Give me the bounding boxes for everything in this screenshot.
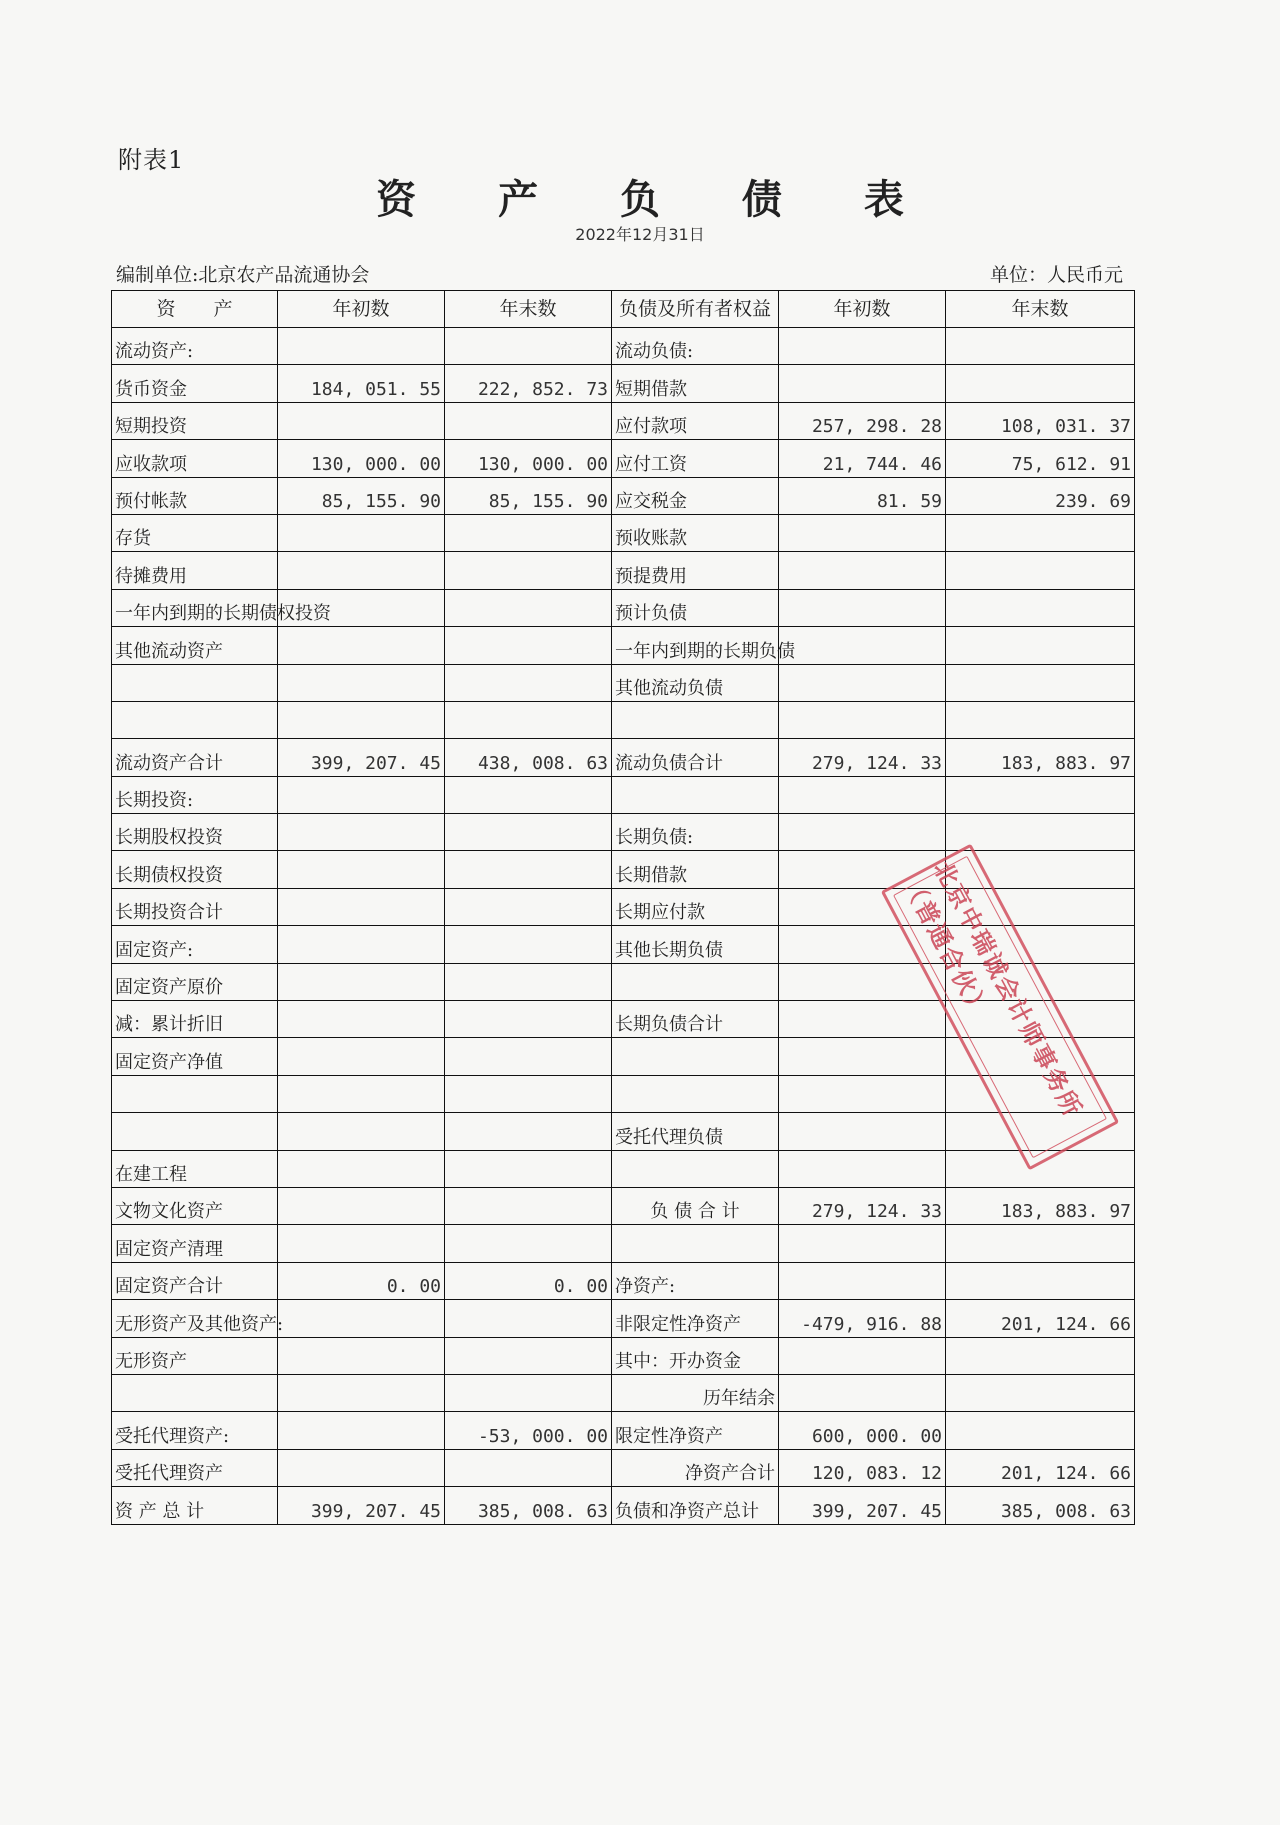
liability-label <box>612 1075 779 1112</box>
liability-begin-value <box>779 1001 946 1038</box>
compiling-unit: 编制单位:北京农产品流通协会 <box>116 264 370 286</box>
table-row <box>112 514 1135 551</box>
table-row <box>112 440 1135 477</box>
liability-begin-value: -479, 916. 88 <box>779 1300 946 1337</box>
asset-end-value <box>445 776 612 813</box>
asset-label: 长期股权投资 <box>112 814 278 851</box>
table-row <box>112 402 1135 439</box>
liability-end-value: 385, 008. 63 <box>946 1487 1135 1524</box>
asset-end-value <box>445 1449 612 1486</box>
table-row <box>112 1262 1135 1299</box>
asset-begin-value: 184, 051. 55 <box>278 365 445 402</box>
liability-end-value <box>946 627 1135 664</box>
liability-label: 限定性净资产 <box>612 1412 779 1449</box>
header-liab-begin: 年初数 <box>779 291 946 328</box>
asset-begin-value <box>278 1001 445 1038</box>
liability-end-value <box>946 1374 1135 1411</box>
table-row <box>112 1187 1135 1224</box>
liability-label <box>612 776 779 813</box>
asset-end-value <box>445 1300 612 1337</box>
asset-end-value <box>445 1374 612 1411</box>
table-row <box>112 365 1135 402</box>
attachment-label: 附表1 <box>118 146 185 174</box>
asset-end-value: 0. 00 <box>445 1262 612 1299</box>
table-row <box>112 1150 1135 1187</box>
liability-begin-value <box>779 1150 946 1187</box>
liability-end-value: 183, 883. 97 <box>946 739 1135 776</box>
liability-begin-value: 21, 744. 46 <box>779 440 946 477</box>
asset-label: 待摊费用 <box>112 552 278 589</box>
asset-end-value <box>445 552 612 589</box>
liability-label: 其中：开办资金 <box>612 1337 779 1374</box>
liability-label: 预计负债 <box>612 589 779 626</box>
liability-label: 负 债 合 计 <box>612 1187 779 1224</box>
liability-label: 历年结余 <box>612 1374 779 1411</box>
asset-begin-value <box>278 888 445 925</box>
asset-label: 预付帐款 <box>112 477 278 514</box>
table-row <box>112 814 1135 851</box>
liability-begin-value <box>779 963 946 1000</box>
table-row <box>112 328 1135 365</box>
asset-end-value: 438, 008. 63 <box>445 739 612 776</box>
table-row <box>112 627 1135 664</box>
table-header-row <box>112 291 1135 328</box>
asset-end-value <box>445 963 612 1000</box>
liability-end-value: 75, 612. 91 <box>946 440 1135 477</box>
liability-begin-value: 81. 59 <box>779 477 946 514</box>
asset-begin-value <box>278 701 445 738</box>
asset-label: 流动资产合计 <box>112 739 278 776</box>
liability-end-value <box>946 776 1135 813</box>
liability-label: 净资产: <box>612 1262 779 1299</box>
asset-begin-value <box>278 1075 445 1112</box>
asset-label: 无形资产 <box>112 1337 278 1374</box>
liability-label: 应付工资 <box>612 440 779 477</box>
asset-label: 固定资产净值 <box>112 1038 278 1075</box>
asset-label: 受托代理资产: <box>112 1412 278 1449</box>
liability-begin-value <box>779 365 946 402</box>
liability-end-value <box>946 1262 1135 1299</box>
asset-end-value <box>445 888 612 925</box>
liability-label: 其他长期负债 <box>612 926 779 963</box>
asset-end-value <box>445 328 612 365</box>
asset-end-value <box>445 1337 612 1374</box>
asset-begin-value: 399, 207. 45 <box>278 1487 445 1524</box>
asset-begin-value <box>278 1038 445 1075</box>
liability-begin-value <box>779 1225 946 1262</box>
liability-end-value: 183, 883. 97 <box>946 1187 1135 1224</box>
asset-end-value <box>445 851 612 888</box>
liability-label: 非限定性净资产 <box>612 1300 779 1337</box>
asset-end-value <box>445 701 612 738</box>
liability-end-value <box>946 701 1135 738</box>
liability-begin-value <box>779 776 946 813</box>
liability-begin-value: 257, 298. 28 <box>779 402 946 439</box>
liability-end-value <box>946 328 1135 365</box>
liability-label: 长期负债: <box>612 814 779 851</box>
liability-begin-value: 279, 124. 33 <box>779 1187 946 1224</box>
asset-end-value <box>445 514 612 551</box>
asset-end-value <box>445 926 612 963</box>
asset-label: 其他流动资产 <box>112 627 278 664</box>
currency-unit: 单位：人民币元 <box>989 264 1123 286</box>
table-row <box>112 739 1135 776</box>
asset-end-value <box>445 1225 612 1262</box>
asset-begin-value <box>278 1225 445 1262</box>
asset-label: 固定资产: <box>112 926 278 963</box>
liability-label <box>612 701 779 738</box>
report-date: 2022年12月31日 <box>575 225 705 244</box>
liability-label <box>612 1225 779 1262</box>
table-row <box>112 477 1135 514</box>
asset-end-value <box>445 664 612 701</box>
asset-label: 文物文化资产 <box>112 1187 278 1224</box>
liability-end-value <box>946 664 1135 701</box>
asset-begin-value <box>278 1300 445 1337</box>
liability-label: 流动负债合计 <box>612 739 779 776</box>
asset-label <box>112 1075 278 1112</box>
asset-label <box>112 701 278 738</box>
liability-begin-value <box>779 1337 946 1374</box>
liability-end-value: 108, 031. 37 <box>946 402 1135 439</box>
liability-begin-value <box>779 1038 946 1075</box>
table-row <box>112 776 1135 813</box>
liability-begin-value: 279, 124. 33 <box>779 739 946 776</box>
liability-label: 长期借款 <box>612 851 779 888</box>
asset-begin-value <box>278 552 445 589</box>
header-asset: 资 产 <box>112 291 278 328</box>
table-row <box>112 1225 1135 1262</box>
asset-end-value: 130, 000. 00 <box>445 440 612 477</box>
table-row <box>112 1113 1135 1150</box>
asset-begin-value: 85, 155. 90 <box>278 477 445 514</box>
asset-begin-value <box>278 1374 445 1411</box>
liability-label <box>612 1150 779 1187</box>
header-asset-end: 年末数 <box>445 291 612 328</box>
liability-label: 流动负债: <box>612 328 779 365</box>
liability-begin-value <box>779 701 946 738</box>
asset-label: 短期投资 <box>112 402 278 439</box>
liability-label: 其他流动负债 <box>612 664 779 701</box>
asset-label: 应收款项 <box>112 440 278 477</box>
table-row <box>112 552 1135 589</box>
liability-begin-value <box>779 664 946 701</box>
liability-label: 应付款项 <box>612 402 779 439</box>
asset-end-value <box>445 1001 612 1038</box>
asset-end-value: 385, 008. 63 <box>445 1487 612 1524</box>
liability-begin-value: 600, 000. 00 <box>779 1412 946 1449</box>
liability-end-value: 201, 124. 66 <box>946 1449 1135 1486</box>
asset-begin-value <box>278 402 445 439</box>
asset-end-value: 222, 852. 73 <box>445 365 612 402</box>
liability-label: 预收账款 <box>612 514 779 551</box>
asset-label: 固定资产原价 <box>112 963 278 1000</box>
liability-label: 预提费用 <box>612 552 779 589</box>
liability-begin-value <box>779 514 946 551</box>
asset-end-value: -53, 000. 00 <box>445 1412 612 1449</box>
liability-begin-value <box>779 814 946 851</box>
asset-end-value <box>445 1038 612 1075</box>
asset-label: 长期投资合计 <box>112 888 278 925</box>
asset-label: 存货 <box>112 514 278 551</box>
asset-begin-value: 0. 00 <box>278 1262 445 1299</box>
asset-end-value <box>445 814 612 851</box>
asset-label: 受托代理资产 <box>112 1449 278 1486</box>
asset-begin-value <box>278 926 445 963</box>
asset-end-value <box>445 402 612 439</box>
asset-begin-value <box>278 627 445 664</box>
document-title: 资 产 负 债 表 <box>376 176 938 223</box>
asset-begin-value: 130, 000. 00 <box>278 440 445 477</box>
asset-begin-value <box>278 328 445 365</box>
asset-begin-value <box>278 514 445 551</box>
liability-end-value <box>946 552 1135 589</box>
liability-begin-value <box>779 1075 946 1112</box>
liability-end-value <box>946 514 1135 551</box>
table-row <box>112 1337 1135 1374</box>
liability-end-value <box>946 589 1135 626</box>
asset-begin-value <box>278 1337 445 1374</box>
liability-end-value <box>946 1337 1135 1374</box>
liability-label: 净资产合计 <box>612 1449 779 1486</box>
asset-end-value: 85, 155. 90 <box>445 477 612 514</box>
asset-label: 长期投资: <box>112 776 278 813</box>
asset-label: 流动资产: <box>112 328 278 365</box>
asset-end-value <box>445 1150 612 1187</box>
asset-label: 无形资产及其他资产: <box>112 1300 278 1337</box>
asset-label: 资 产 总 计 <box>112 1487 278 1524</box>
asset-begin-value <box>278 1412 445 1449</box>
liability-end-value <box>946 1412 1135 1449</box>
liability-label: 长期应付款 <box>612 888 779 925</box>
asset-label <box>112 1113 278 1150</box>
liability-end-value <box>946 1225 1135 1262</box>
asset-label: 固定资产合计 <box>112 1262 278 1299</box>
liability-begin-value <box>779 552 946 589</box>
asset-label <box>112 664 278 701</box>
liability-begin-value <box>779 1113 946 1150</box>
liability-end-value <box>946 814 1135 851</box>
liability-label: 应交税金 <box>612 477 779 514</box>
table-row <box>112 589 1135 626</box>
liability-end-value <box>946 365 1135 402</box>
liability-end-value: 239. 69 <box>946 477 1135 514</box>
table-row <box>112 701 1135 738</box>
asset-begin-value <box>278 963 445 1000</box>
asset-label: 减：累计折旧 <box>112 1001 278 1038</box>
asset-end-value <box>445 627 612 664</box>
liability-label: 受托代理负债 <box>612 1113 779 1150</box>
liability-begin-value <box>779 1262 946 1299</box>
liability-begin-value <box>779 589 946 626</box>
liability-begin-value: 120, 083. 12 <box>779 1449 946 1486</box>
asset-begin-value <box>278 1150 445 1187</box>
asset-end-value <box>445 589 612 626</box>
header-liability: 负债及所有者权益 <box>612 291 779 328</box>
asset-label <box>112 1374 278 1411</box>
asset-label: 长期债权投资 <box>112 851 278 888</box>
asset-end-value <box>445 1113 612 1150</box>
asset-begin-value <box>278 1449 445 1486</box>
liability-label <box>612 963 779 1000</box>
asset-label: 在建工程 <box>112 1150 278 1187</box>
asset-end-value <box>445 1075 612 1112</box>
asset-begin-value <box>278 851 445 888</box>
table-row <box>112 1449 1135 1486</box>
asset-begin-value: 399, 207. 45 <box>278 739 445 776</box>
asset-begin-value <box>278 1187 445 1224</box>
liability-begin-value <box>779 328 946 365</box>
asset-label: 一年内到期的长期债权投资 <box>112 589 278 626</box>
asset-begin-value <box>278 1113 445 1150</box>
liability-begin-value: 399, 207. 45 <box>779 1487 946 1524</box>
liability-begin-value <box>779 627 946 664</box>
liability-begin-value <box>779 1374 946 1411</box>
asset-label: 货币资金 <box>112 365 278 402</box>
liability-label: 短期借款 <box>612 365 779 402</box>
official-seal: 北京中瑞诚会计师事务所（普通合伙） <box>881 844 1119 1171</box>
asset-begin-value <box>278 814 445 851</box>
liability-label: 负债和净资产总计 <box>612 1487 779 1524</box>
liability-label: 长期负债合计 <box>612 1001 779 1038</box>
table-row <box>112 664 1135 701</box>
header-liab-end: 年末数 <box>946 291 1135 328</box>
table-row <box>112 1374 1135 1411</box>
asset-end-value <box>445 1187 612 1224</box>
asset-begin-value <box>278 664 445 701</box>
table-row <box>112 1487 1135 1524</box>
table-row <box>112 1300 1135 1337</box>
asset-label: 固定资产清理 <box>112 1225 278 1262</box>
liability-label: 一年内到期的长期负债 <box>612 627 779 664</box>
liability-label <box>612 1038 779 1075</box>
header-asset-begin: 年初数 <box>278 291 445 328</box>
table-row <box>112 1412 1135 1449</box>
liability-end-value: 201, 124. 66 <box>946 1300 1135 1337</box>
asset-begin-value <box>278 776 445 813</box>
